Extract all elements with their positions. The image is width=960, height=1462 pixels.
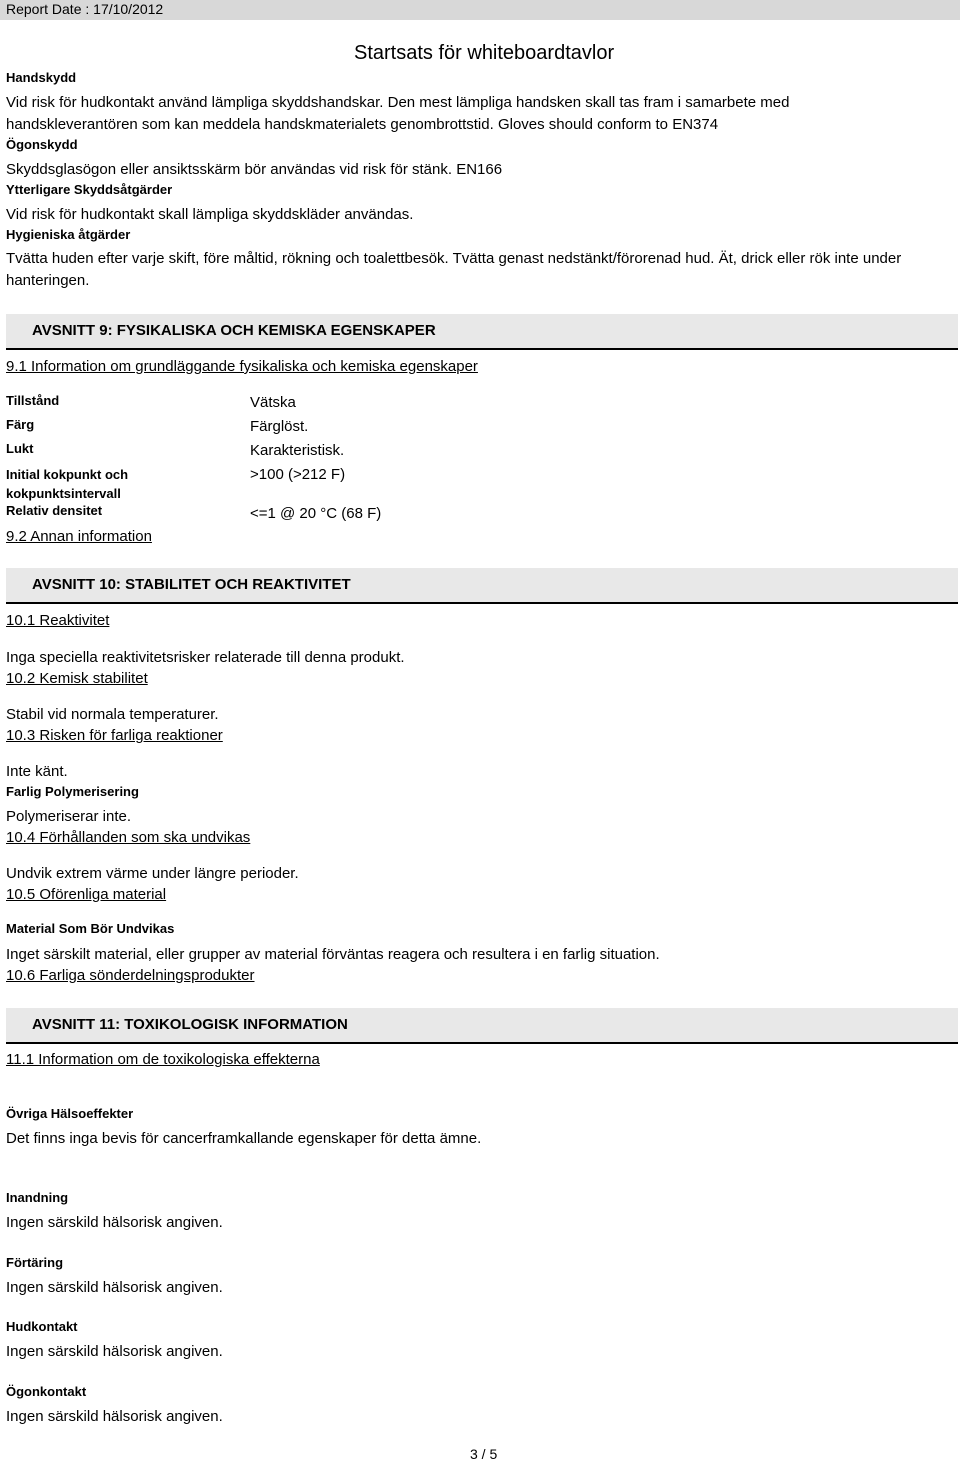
section-10-3-text: Inte känt. <box>6 763 68 780</box>
section-10-2-text: Stabil vid normala temperaturer. <box>6 706 219 723</box>
tox-label-ogonkontakt: Ögonkontakt <box>6 1384 87 1399</box>
ytterligare-text: Vid risk för hudkontakt skall lämpliga skyddskläder användas. <box>6 206 414 223</box>
farlig-polymerisering-label: Farlig Polymerisering <box>6 784 139 799</box>
ytterligare-label: Ytterligare Skyddsåtgärder <box>6 182 173 197</box>
page-number: 3 / 5 <box>470 1446 498 1462</box>
section-10-3-heading: 10.3 Risken för farliga reaktioner <box>6 727 223 744</box>
tox-text-ovriga: Det finns inga bevis för cancerframkallande egenskaper för detta ämne. <box>6 1130 482 1147</box>
section-11-1-heading: 11.1 Information om de toxikologiska effekterna <box>6 1051 320 1068</box>
tox-text-inandning: Ingen särskild hälsorisk angiven. <box>6 1214 223 1231</box>
section-10-1-text: Inga speciella reaktivitetsrisker relaterade till denna produkt. <box>6 649 405 666</box>
section-10-4-heading: 10.4 Förhållanden som ska undvikas <box>6 829 251 846</box>
prop-label-farg: Färg <box>6 417 35 432</box>
tox-text-hudkontakt: Ingen särskild hälsorisk angiven. <box>6 1343 223 1360</box>
section-10-header <box>6 568 958 604</box>
ogonskydd-label: Ögonskydd <box>6 137 78 152</box>
section-10-4-text: Undvik extrem värme under längre perioder. <box>6 865 299 882</box>
tox-label-ovriga: Övriga Hälsoeffekter <box>6 1106 134 1121</box>
section-10-5-text: Inget särskilt material, eller grupper av material förväntas reagera och resultera i en farlig situation. <box>6 946 660 963</box>
prop-label-lukt: Lukt <box>6 441 34 456</box>
handskydd-text: Vid risk för hudkontakt använd lämpliga skyddshandskar. Den mest lämpliga handsken skall tas fram i samarbete med handskleverantören som kan meddela handskmaterialets genombrottstid. Gloves should conform to EN374 <box>6 94 790 133</box>
document-title: Startsats för whiteboardtavlor <box>354 42 615 64</box>
prop-label-densitet: Relativ densitet <box>6 503 103 518</box>
tox-text-fortaring: Ingen särskild hälsorisk angiven. <box>6 1279 223 1296</box>
prop-value-farg: Färglöst. <box>250 418 309 435</box>
prop-value-densitet: <=1 @ 20 °C (68 F) <box>250 505 382 522</box>
hygien-label: Hygieniska åtgärder <box>6 227 131 242</box>
section-9-header <box>6 314 958 350</box>
section-10-title: AVSNITT 10: STABILITET OCH REAKTIVITET <box>32 576 351 593</box>
section-9-1-heading: 9.1 Information om grundläggande fysikaliska och kemiska egenskaper <box>6 358 478 375</box>
report-header-bar <box>0 0 960 20</box>
section-10-6-heading: 10.6 Farliga sönderdelningsprodukter <box>6 967 255 984</box>
section-11-title: AVSNITT 11: TOXIKOLOGISK INFORMATION <box>32 1016 348 1033</box>
section-9-2-heading: 9.2 Annan information <box>6 528 152 545</box>
prop-label-kokpunkt: Initial kokpunkt och kokpunktsintervall <box>6 467 129 501</box>
tox-text-ogonkontakt: Ingen särskild hälsorisk angiven. <box>6 1408 223 1425</box>
section-11-header <box>6 1008 958 1044</box>
section-10-1-heading: 10.1 Reaktivitet <box>6 612 110 629</box>
tox-label-inandning: Inandning <box>6 1190 69 1205</box>
prop-value-kokpunkt: >100 (>212 F) <box>250 466 346 483</box>
prop-value-tillstand: Vätska <box>250 394 296 411</box>
material-label: Material Som Bör Undvikas <box>6 921 175 936</box>
tox-label-fortaring: Förtäring <box>6 1255 64 1270</box>
prop-value-lukt: Karakteristisk. <box>250 442 345 459</box>
section-10-2-heading: 10.2 Kemisk stabilitet <box>6 670 148 687</box>
hygien-text: Tvätta huden efter varje skift, före måltid, rökning och toalettbesök. Tvätta genast nedstänkt/förorenad hud. Ät, drick eller rök inte under hanteringen. <box>6 250 902 289</box>
report-date: Report Date : 17/10/2012 <box>6 1 164 17</box>
ogonskydd-text: Skyddsglasögon eller ansiktsskärm bör användas vid risk för stänk. EN166 <box>6 161 503 178</box>
prop-label-tillstand: Tillstånd <box>6 393 60 408</box>
section-10-5-heading: 10.5 Oförenliga material <box>6 886 167 903</box>
farlig-polymerisering-text: Polymeriserar inte. <box>6 808 132 825</box>
section-9-title: AVSNITT 9: FYSIKALISKA OCH KEMISKA EGENSKAPER <box>32 322 436 339</box>
handskydd-label: Handskydd <box>6 70 77 85</box>
tox-label-hudkontakt: Hudkontakt <box>6 1319 78 1334</box>
